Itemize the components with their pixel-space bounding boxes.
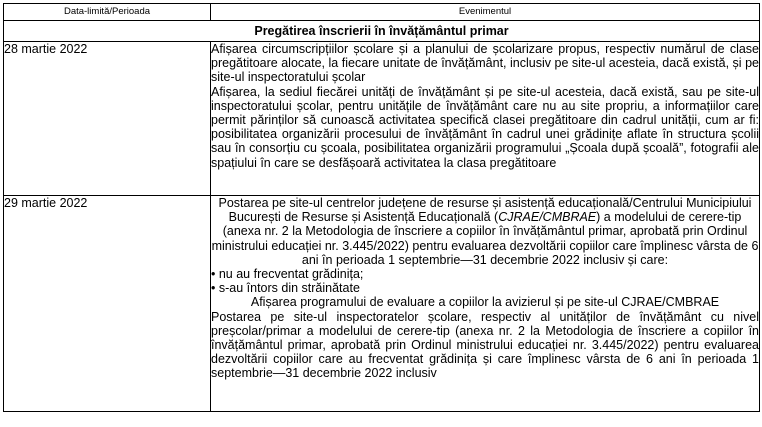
row-event	[211, 42, 760, 196]
section-row	[4, 21, 760, 42]
schedule-table	[3, 3, 760, 412]
event-paragraph: Afișarea programului de evaluare a copiilor la avizierul și pe site-ul CJRAE/CMBRAE	[250, 295, 720, 310]
table-row	[4, 42, 760, 196]
header-date: Data-limită/Perioada	[4, 4, 211, 21]
section-title: Pregătirea înscrierii în învățământul primar	[4, 21, 760, 42]
table-row	[4, 196, 760, 412]
event-text: ) a modelului de cerere-tip (anexa nr. 2 la Metodologia de înscriere a copiilor în învățământul primar, aprobată prin Ordinul ministrului educației nr. 3.445/2022) pentru evaluarea dezvoltării copiilor care împlinesc vârsta de 6 ani în perioada 1 septembrie—31 decembrie 2022 inclusiv și care:	[211, 210, 759, 267]
row-date: 28 martie 2022	[4, 42, 211, 196]
event-paragraph: Afișarea, la sediul fiecărei unități de învățământ și pe site-ul acesteia, dacă există, sau pe site-ul inspectoratului școlar, pentru unitățile de învățământ care nu au site propriu, a informațiilor care permit părinților să cunoască activitatea specifică clasei pregătitoare din cadrul unității, cum ar fi: posibilitatea organizării procesului de învățământ în cadrul unei grădinițe aflate în structura școlii sau în consorțiu cu școala, posibilitatea organizării programului „Școala după școală”, fotografii ale spațiului în care se desfășoară activitatea la clasa pregătitoare	[211, 84, 759, 170]
row-date: 29 martie 2022	[4, 196, 211, 412]
event-paragraph: Postarea pe site-ul inspectoratelor școlare, respectiv al unităților de învățământ cu nivel preșcolar/primar a modelului de cerere-tip (anexa nr. 2 la Metodologia de înscriere a copiilor în învățământul primar, aprobată prin Ordinul ministrului educației nr. 3.445/2022) pentru evaluarea dezvoltării copiilor care au frecventat grădinița și care împlinesc vârsta de 6 ani în perioada 1 septembrie—31 decembrie 2022 inclusiv	[211, 309, 759, 381]
event-paragraph: Afișarea circumscripțiilor școlare și a planului de școlarizare propus, respectiv numărul de clase pregătitoare alocate, la fiecare unitate de învățământ, inclusiv pe site-ul acesteia, dacă există, și pe site-ul inspectoratului școlar	[211, 42, 759, 85]
bullet-item: • s-au întors din străinătate	[211, 281, 360, 296]
row-event	[211, 196, 760, 412]
event-italic-text: CJRAE/CMBRAE	[498, 210, 597, 225]
table-header-row	[4, 4, 760, 21]
event-paragraph	[211, 196, 759, 267]
event-text: Postarea pe site-ul centrelor județene de resurse și asistență educațională/Centrului Municipiului București de Resurse și Asistență Educațională (	[218, 196, 752, 225]
header-event: Evenimentul	[211, 4, 760, 21]
bullet-item: • nu au frecventat grădinița;	[211, 267, 364, 282]
